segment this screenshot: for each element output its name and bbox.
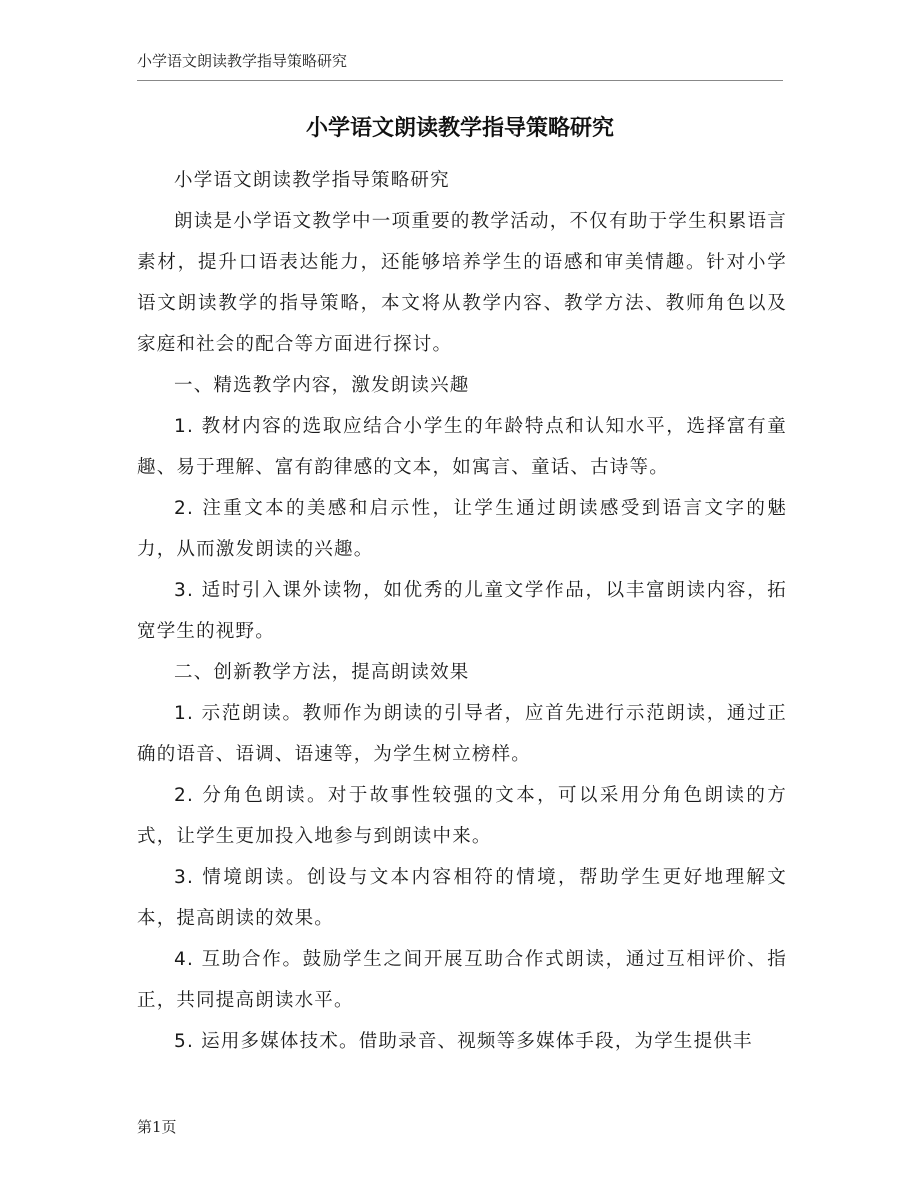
header-divider [137,80,783,81]
list-item: 1. 示范朗读。教师作为朗读的引导者，应首先进行示范朗读，通过正确的语音、语调、语速等，为学生树立榜样。 [137,703,787,765]
list-item: 3. 适时引入课外读物，如优秀的儿童文学作品，以丰富朗读内容，拓宽学生的视野。 [137,580,787,642]
document-body [137,160,787,1062]
running-header: 小学语文朗读教学指导策略研究 [137,52,348,70]
list-item: 2. 分角色朗读。对于故事性较强的文本，可以采用分角色朗读的方式，让学生更加投入地参与到朗读中来。 [137,785,787,847]
list-item: 1. 教材内容的选取应结合小学生的年龄特点和认知水平，选择富有童趣、易于理解、富有韵律感的文本，如寓言、童话、古诗等。 [137,416,787,478]
page-number: 第1页 [137,1118,177,1136]
list-item: 4. 互助合作。鼓励学生之间开展互助合作式朗读，通过互相评价、指正，共同提高朗读水平。 [137,949,787,1011]
paragraph-intro: 朗读是小学语文教学中一项重要的教学活动，不仅有助于学生积累语言素材，提升口语表达能力，还能够培养学生的语感和审美情趣。针对小学语文朗读教学的指导策略，本文将从教学内容、教学方法、教师角色以及家庭和社会的配合等方面进行探讨。 [137,211,787,355]
section-heading-2: 二、创新教学方法，提高朗读效果 [174,662,470,683]
section-heading-1: 一、精选教学内容，激发朗读兴趣 [174,375,470,396]
list-item: 5. 运用多媒体技术。借助录音、视频等多媒体手段，为学生提供丰 [174,1031,753,1052]
paragraph-subtitle: 小学语文朗读教学指导策略研究 [174,170,450,191]
list-item: 2. 注重文本的美感和启示性，让学生通过朗读感受到语言文字的魅力，从而激发朗读的兴趣。 [137,498,787,560]
document-title: 小学语文朗读教学指导策略研究 [305,116,614,141]
list-item: 3. 情境朗读。创设与文本内容相符的情境，帮助学生更好地理解文本，提高朗读的效果。 [137,867,787,929]
